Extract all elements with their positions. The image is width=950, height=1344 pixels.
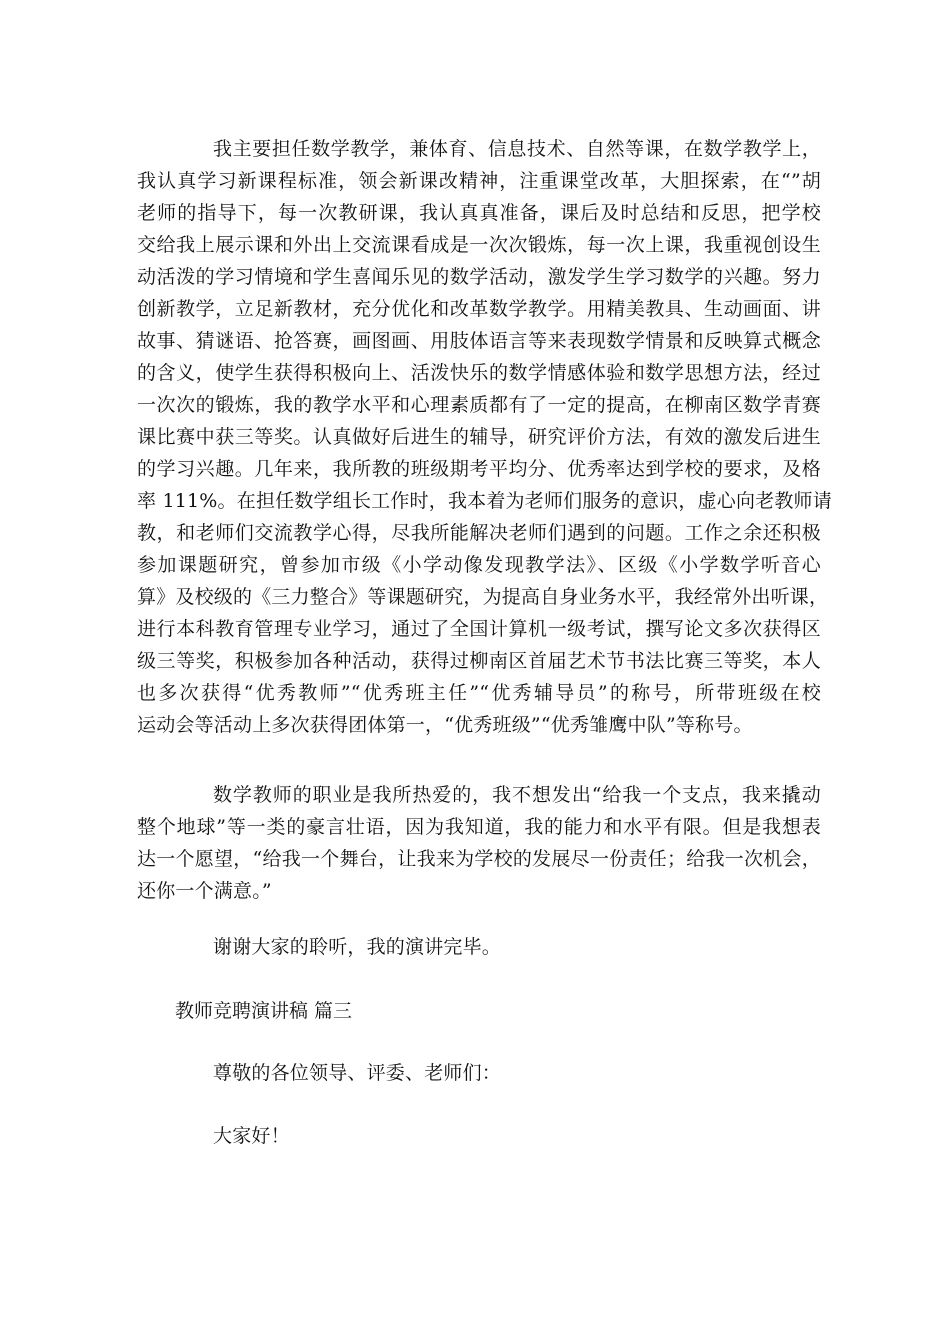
text-line: 的学习兴趣。几年来，我所教的班级期考平均分、优秀率达到学校的要求，及格 (137, 458, 821, 480)
text-line: 的含义，使学生获得积极向上、活泼快乐的数学情感体验和数学思想方法，经过 (137, 362, 821, 384)
text-line: 整个地球”等一类的豪言壮语，因为我知道，我的能力和水平有限。但是我想表 (137, 816, 821, 838)
text-line: 算》及校级的《三力整合》等课题研究，为提高自身业务水平，我经常外出听课， (137, 586, 829, 608)
text-line: 运动会等活动上多次获得团体第一，“优秀班级”“优秀雏鹰中队”等称号。 (137, 714, 753, 736)
text-line: 教，和老师们交流教学心得，尽我所能解决老师们遇到的问题。工作之余还积极 (137, 522, 821, 544)
text-line: 尊敬的各位领导、评委、老师们： (213, 1062, 502, 1084)
text-line: 还你一个满意。” (137, 880, 272, 902)
text-line: 大家好！ (213, 1125, 290, 1147)
paragraph-aspiration (137, 779, 821, 907)
text-line: 故事、猜谜语、抢答赛，画图画、用肢体语言等来表现数学情景和反映算式概念 (137, 330, 821, 352)
text-line: 参加课题研究，曾参加市级《小学动像发现教学法》、区级《小学数学听音心 (137, 554, 821, 576)
text-line: 也多次获得“优秀教师”“优秀班主任”“优秀辅导员”的称号，所带班级在校 (137, 682, 821, 704)
text-line: 我认真学习新课程标准，领会新课改精神，注重课堂改革，大胆探索，在“”胡 (137, 170, 821, 192)
text-line: 创新教学，立足新教材，充分优化和改革数学教学。用精美教具、生动画面、讲 (137, 298, 821, 320)
text-line: 我主要担任数学教学，兼体育、信息技术、自然等课，在数学教学上， (213, 138, 821, 160)
paragraph-teaching-work (137, 133, 832, 741)
text-line: 数学教师的职业是我所热爱的，我不想发出“给我一个支点，我来撬动 (213, 784, 821, 806)
section-heading: 教师竞聘演讲稿 篇三 (175, 1000, 353, 1022)
text-line: 谢谢大家的聆听，我的演讲完毕。 (213, 936, 502, 958)
text-line: 交给我上展示课和外出上交流课看成是一次次锻炼，每一次上课，我重视创设生 (137, 234, 821, 256)
text-line: 动活泼的学习情境和学生喜闻乐见的数学活动，激发学生学习数学的兴趣。努力 (137, 266, 821, 288)
text-line: 率 111%。在担任数学组长工作时，我本着为老师们服务的意识，虚心向老教师请 (137, 490, 832, 512)
text-line: 老师的指导下，每一次教研课，我认真真准备，课后及时总结和反思，把学校 (137, 202, 821, 224)
text-line: 一次次的锻炼，我的教学水平和心理素质都有了一定的提高，在柳南区数学青赛 (137, 394, 821, 416)
paragraph-salutation (137, 1057, 821, 1089)
paragraph-closing (137, 931, 821, 963)
text-line: 达一个愿望，“给我一个舞台，让我来为学校的发展尽一份责任；给我一次机会， (137, 848, 821, 870)
paragraph-greeting (137, 1120, 821, 1152)
text-line: 进行本科教育管理专业学习，通过了全国计算机一级考试，撰写论文多次获得区 (137, 618, 821, 640)
text-line: 级三等奖，积极参加各种活动，获得过柳南区首届艺术节书法比赛三等奖，本人 (137, 650, 821, 672)
text-line: 课比赛中获三等奖。认真做好后进生的辅导，研究评价方法，有效的激发后进生 (137, 426, 821, 448)
